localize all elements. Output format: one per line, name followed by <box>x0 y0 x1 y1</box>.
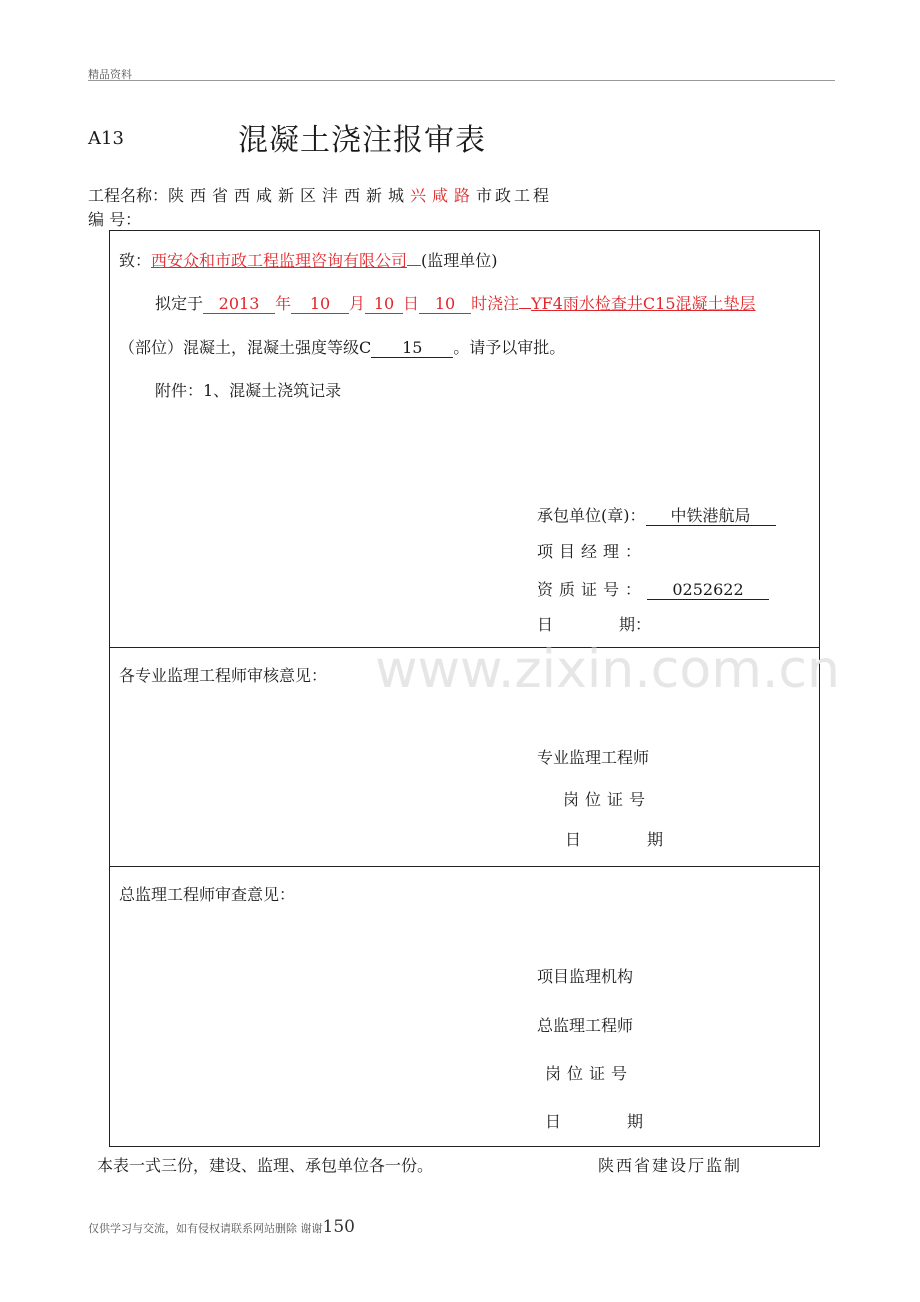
project-label: 工程名称： <box>88 186 169 205</box>
section-divider-2 <box>109 866 820 867</box>
contractor-line <box>537 503 776 526</box>
supervisor-company: 西安众和市政工程监理咨询有限公司 <box>151 251 408 270</box>
plan-day: 10 <box>365 295 403 314</box>
plan-hour: 10 <box>419 295 471 314</box>
plan-year-unit: 年 <box>275 294 292 313</box>
specialist-engineer-label: 专业监理工程师 <box>537 748 650 767</box>
page-title: 混凝土浇注报审表 <box>238 123 486 158</box>
header-rule <box>88 80 835 81</box>
plan-hour-unit: 时浇注 <box>471 294 520 313</box>
copies-note: 本表一式三份，建设、监理、承包单位各一份。 <box>97 1156 434 1175</box>
attachment: 附件：1、混凝土浇筑记录 <box>155 381 342 400</box>
cert-line <box>537 577 769 600</box>
addressee-suffix: (监理单位) <box>421 251 498 270</box>
concrete-grade: 15 <box>371 339 453 358</box>
cert-value: 0252622 <box>647 581 769 600</box>
footer-disclaimer-line <box>88 1217 355 1237</box>
grade-prefix: （部位）混凝土，混凝土强度等级C <box>119 338 372 357</box>
specialist-opinion-label: 各专业监理工程师审核意见： <box>119 666 328 685</box>
project-name-line <box>88 183 552 206</box>
date-label-b: 期： <box>619 615 652 634</box>
specialist-date-b: 期 <box>647 830 664 849</box>
chief-date-b: 期 <box>627 1112 644 1131</box>
header-label: 精品资料 <box>88 68 132 81</box>
plan-day-unit: 日 <box>403 294 420 313</box>
cert-label: 资质证号： <box>537 580 648 599</box>
watermark: www.zixin.com.cn <box>375 640 840 700</box>
project-number-label: 编 号： <box>88 210 142 229</box>
disclaimer: 仅供学习与交流，如有侵权请联系网站删除 谢谢 <box>88 1222 323 1235</box>
plan-line <box>155 291 756 314</box>
project-name-part1: 陕西省西咸新区沣西新城 <box>168 186 411 205</box>
chief-post-label: 岗位证号 <box>545 1064 634 1083</box>
chief-date-a: 日 <box>545 1112 562 1131</box>
chief-engineer-label: 总监理工程师 <box>537 1016 634 1035</box>
form-code: A13 <box>88 128 124 149</box>
supervisor-note: 陕西省建设厅监制 <box>598 1156 743 1175</box>
addressee-line <box>119 248 498 271</box>
project-name-part2: 市政工程 <box>476 186 553 205</box>
plan-year: 2013 <box>203 295 275 314</box>
date-label-a: 日 <box>537 615 554 634</box>
pour-location: YF4雨水检查井C15混凝土垫层 <box>531 294 756 313</box>
plan-month: 10 <box>291 295 349 314</box>
manager-label: 项目经理： <box>537 542 648 561</box>
specialist-post-label: 岗位证号 <box>563 790 652 809</box>
page-number: 150 <box>322 1217 355 1237</box>
grade-suffix: 。请予以审批。 <box>453 338 566 357</box>
project-name-highlight: 兴咸路 <box>410 186 477 205</box>
to-label: 致： <box>119 251 152 270</box>
plan-month-unit: 月 <box>349 294 366 313</box>
contractor-value: 中铁港航局 <box>646 507 776 526</box>
supervision-org-label: 项目监理机构 <box>537 967 634 986</box>
grade-line <box>119 335 565 358</box>
plan-prefix: 拟定于 <box>155 294 204 313</box>
contractor-label: 承包单位(章)： <box>537 506 646 525</box>
specialist-date-a: 日 <box>565 830 582 849</box>
chief-opinion-label: 总监理工程师审查意见： <box>119 885 296 904</box>
